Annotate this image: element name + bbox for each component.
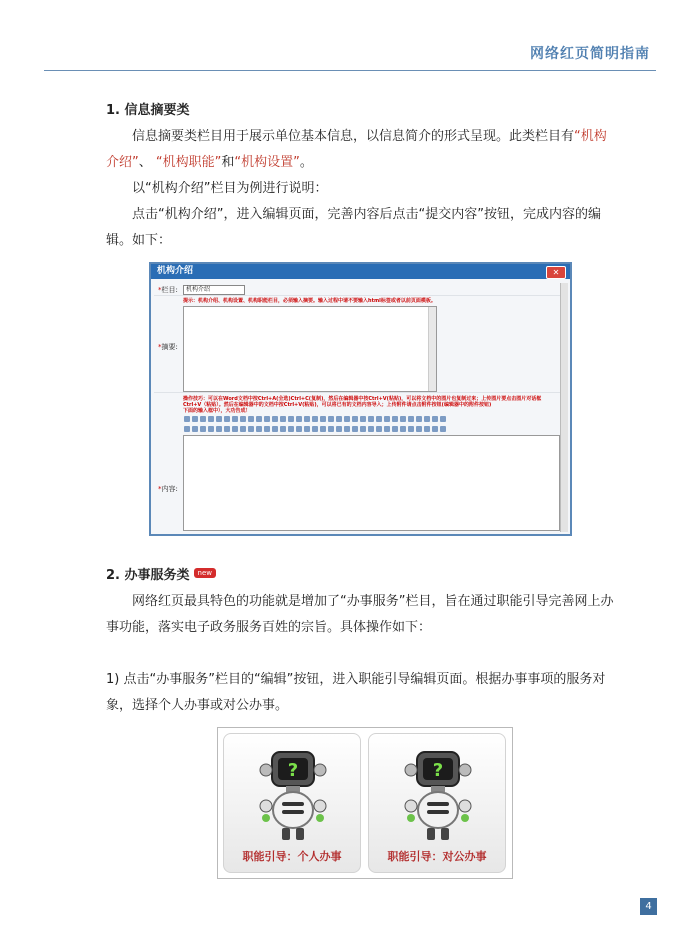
column-row	[154, 283, 560, 296]
header-rule	[44, 70, 656, 71]
para1-text: 信息摘要类栏目用于展示单位基本信息，以信息简介的形式呈现。此类栏目有	[132, 129, 575, 144]
term-jigou-shezhi: “机构设置”	[234, 155, 300, 170]
summary-row	[154, 296, 560, 393]
new-badge: new	[194, 568, 216, 578]
robot-icon	[403, 748, 473, 843]
body-text	[106, 98, 618, 254]
close-icon[interactable]: ✕	[546, 266, 566, 279]
para1-and: 和	[221, 155, 235, 170]
corporate-affairs-card[interactable]	[368, 733, 506, 873]
running-header-title: 网络红页简明指南	[530, 46, 650, 62]
content-hint-line1: 操作技巧：可以在Word文档中按Ctrl+A(全选)Ctrl+C(复制)，然后在编辑器中按Ctrl+V(粘贴)，可以将文档中的图片也复制过来；上传图片要点击图片对话框	[183, 396, 542, 402]
editor-toolbar-row2[interactable]	[183, 425, 560, 433]
term-jigou-jieshao: “机构介绍”	[106, 129, 607, 170]
svg-text:?: ?	[287, 760, 299, 781]
summary-hint: 提示：机构介绍、机构设置、机构职能栏目，必须输入摘要。输入过程中请不要输入html标签或者以前页面模板。	[183, 298, 436, 304]
section1-heading: 1. 信息摘要类	[106, 103, 190, 118]
window-title: 机构介绍	[157, 266, 194, 276]
section2-heading: 2. 办事服务类 new	[106, 563, 618, 589]
editor-toolbar-row1[interactable]	[183, 415, 560, 423]
summary-scrollbar[interactable]	[428, 307, 436, 391]
term-jigou-zhineng: “机构职能”	[155, 155, 222, 170]
function-guide-image	[217, 727, 513, 879]
summary-textarea[interactable]	[183, 306, 437, 392]
corporate-affairs-label: 职能引导：对公办事	[387, 850, 487, 863]
para1-end: 。	[299, 155, 313, 170]
content-row	[154, 394, 560, 530]
section1-para1	[106, 124, 618, 176]
section2-step1: 1) 点击“办事服务”栏目的“编辑”按钮，进入职能引导编辑页面。根据办事事项的服务对象，选择个人办事或对公办事。	[106, 672, 606, 713]
column-label: *栏目:	[158, 286, 178, 294]
section2-para1: 网络红页最具特色的功能就是增加了“办事服务”栏目，旨在通过职能引导完善网上办事功能，落实电子政务服务百姓的宗旨。具体操作如下：	[106, 594, 614, 635]
personal-affairs-card[interactable]	[223, 733, 361, 873]
section1-para3: 点击“机构介绍”，进入编辑页面，完善内容后点击“提交内容”按钮，完成内容的编辑。如下：	[106, 207, 601, 248]
content-editor-area[interactable]	[183, 435, 560, 531]
window-titlebar	[151, 264, 570, 279]
content-hint-line3: 下面的输入框中），大功告成！	[183, 408, 251, 414]
summary-label: *摘要:	[158, 343, 178, 351]
section1-para2: 以“机构介绍”栏目为例进行说明：	[132, 181, 328, 196]
content-label: *内容:	[158, 485, 178, 493]
column-select[interactable]: 机构介绍	[183, 285, 245, 295]
para1-sep: 、	[138, 155, 152, 170]
page-number: 4	[640, 898, 657, 915]
content-hint-line2: Ctrl+V（粘贴）。然后在编辑器中的文档中按Ctrl+V(粘贴)，可以将已有的文档内容导入；上传附件请点击附件按钮(编辑器中的附件按钮)	[183, 402, 492, 408]
editor-window-screenshot	[149, 262, 572, 536]
section2-text	[106, 563, 618, 719]
window-scrollbar[interactable]	[560, 283, 568, 532]
svg-text:?: ?	[432, 760, 444, 781]
personal-affairs-label: 职能引导：个人办事	[242, 850, 342, 863]
robot-icon	[258, 748, 328, 843]
